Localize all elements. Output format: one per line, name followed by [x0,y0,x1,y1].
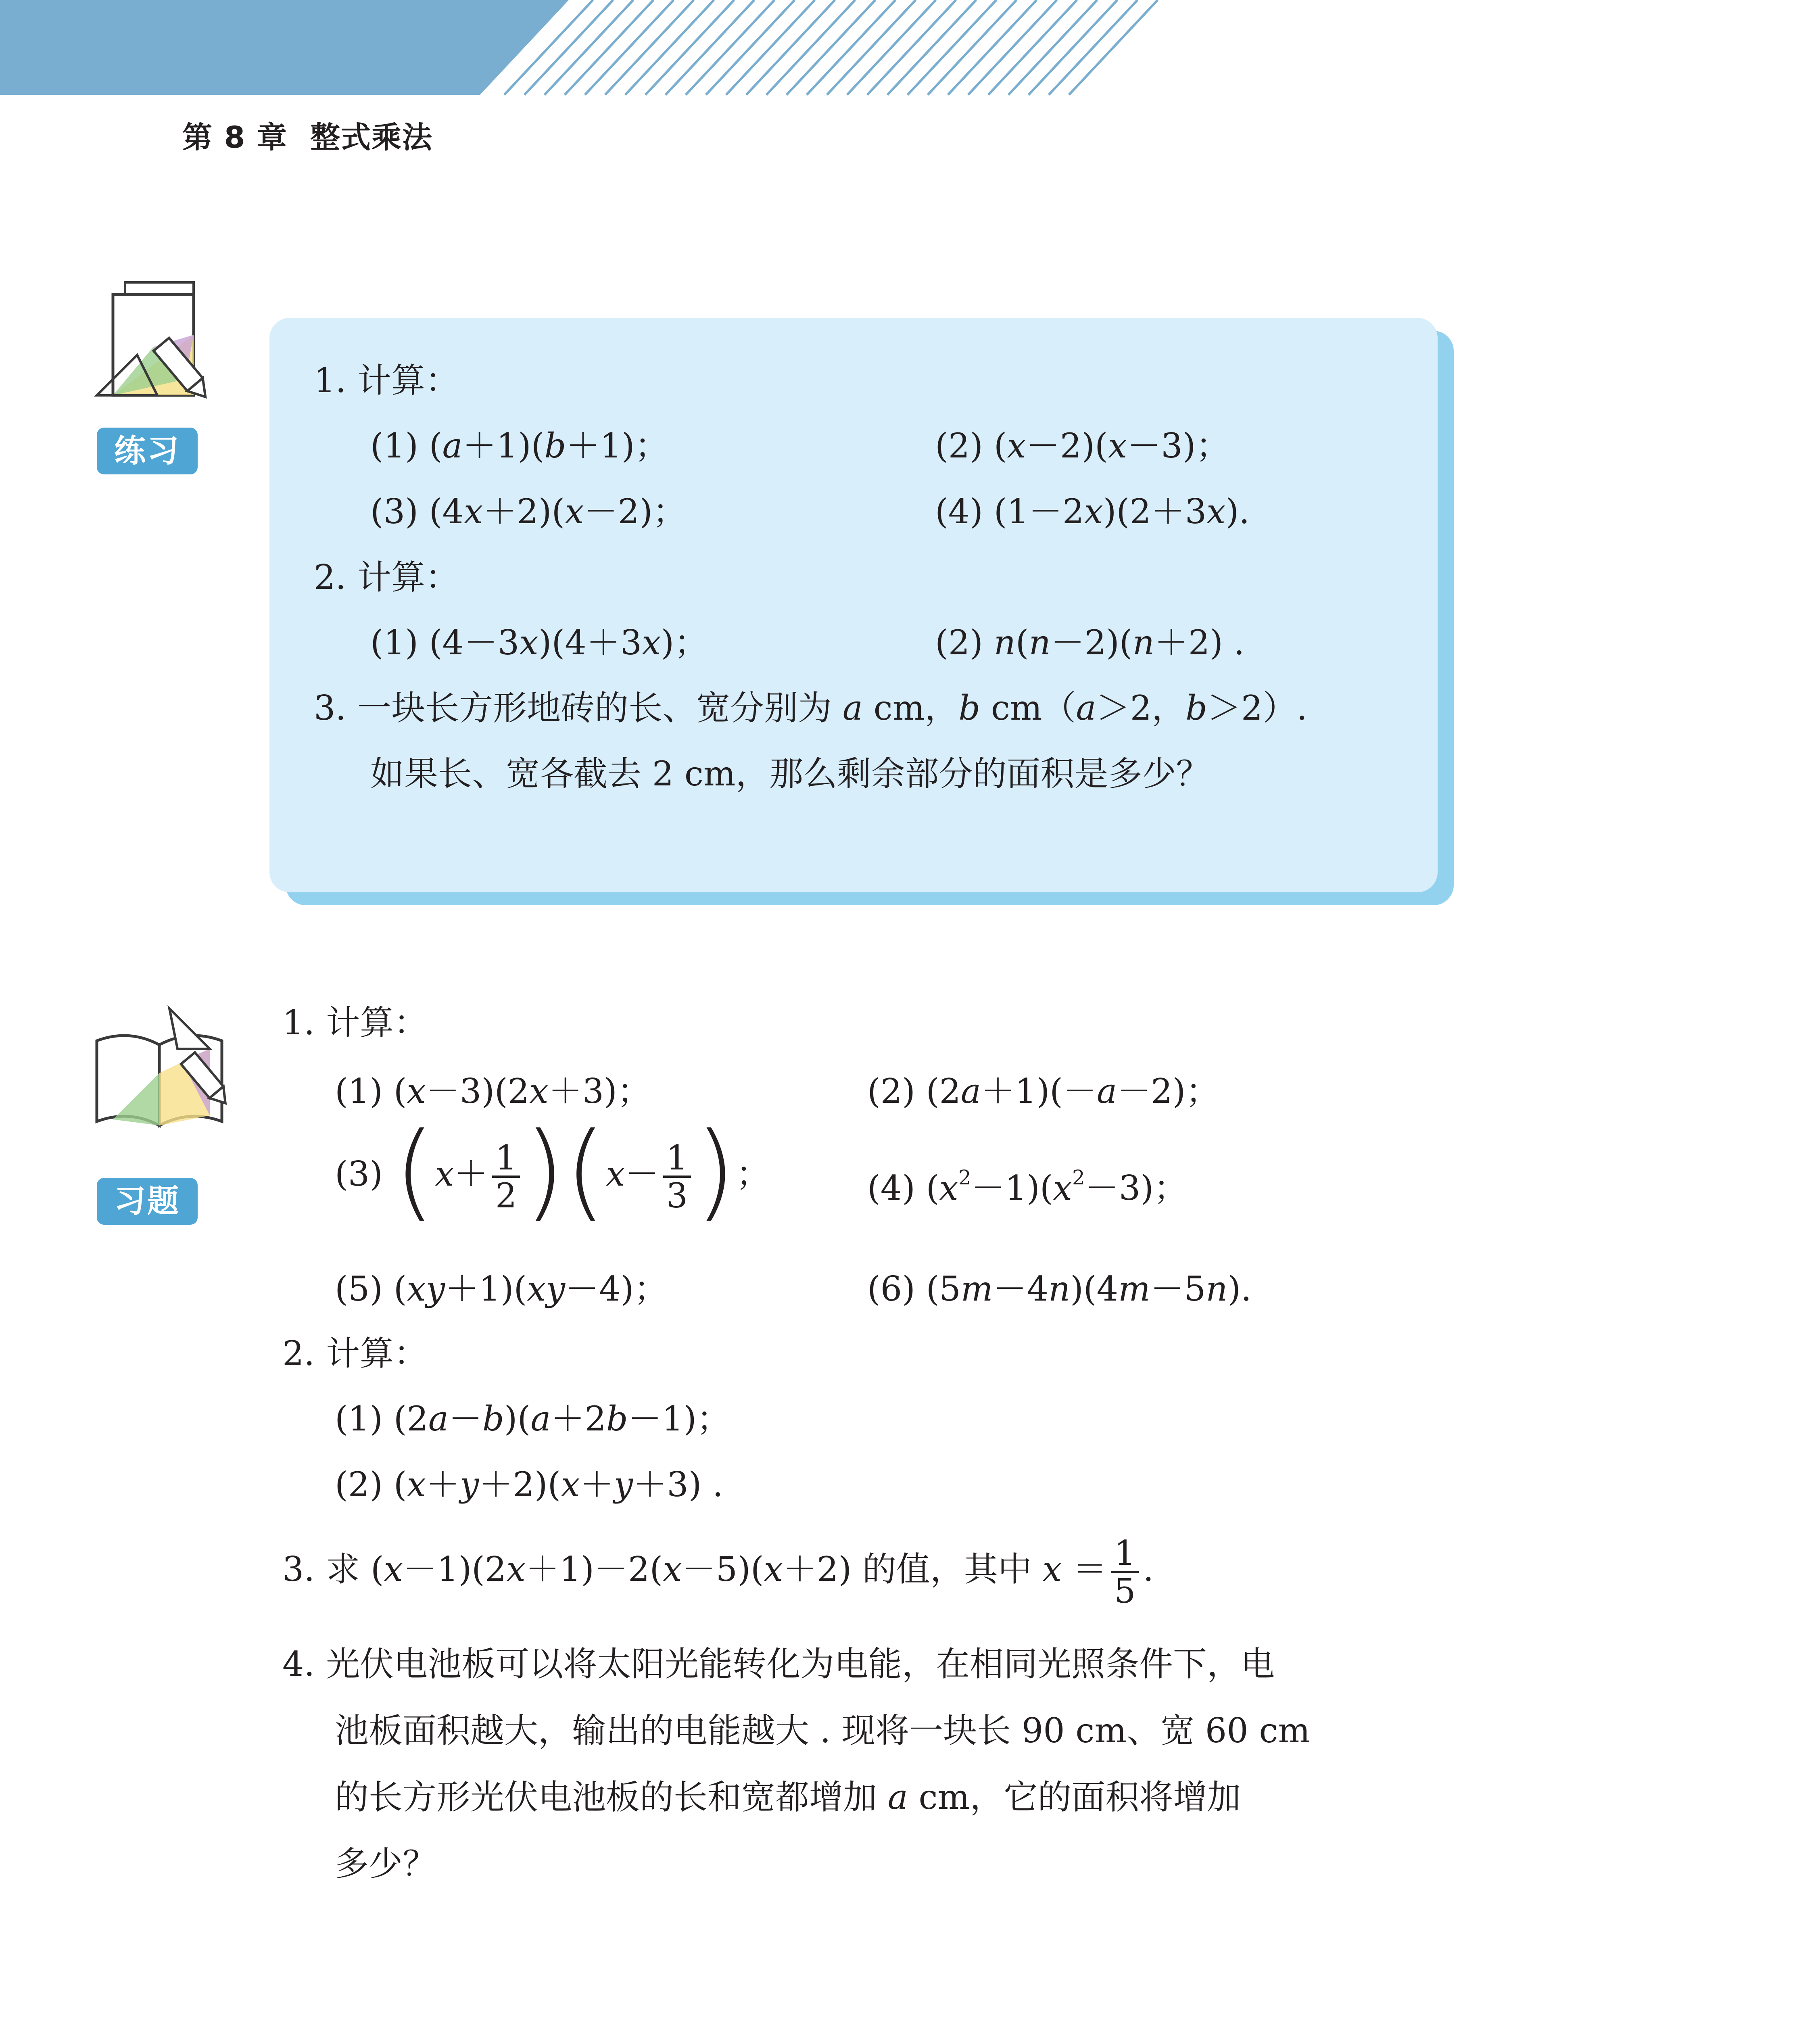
exercise-2-2: (2) (x＋y＋2)(x＋y＋3) . [335,1465,723,1504]
practice-2-2: (2) n(n－2)(n＋2) . [935,623,1245,662]
fraction-one-half: 1 2 [492,1140,520,1213]
exercise-1-3: (3) (x＋ 1 2 )(x－ 1 3 )； [335,1110,770,1232]
exercise-2-1: (1) (2a－b)(a＋2b－1)； [335,1399,731,1439]
exercise-4-line3: 的长方形光伏电池板的长和宽都增加 a cm，它的面积将增加 [335,1777,1241,1817]
practice-2-heading: 2. 计算： [314,557,459,597]
practice-pencil-icon [89,274,222,411]
exercise-3: 3. 求 (x－1)(2x＋1)－2(x－5)(x＋2) 的值，其中 x ＝ 1 5 . [282,1533,1154,1611]
practice-1-heading: 1. 计算： [314,361,459,400]
practice-1-3: (3) (4x＋2)(x－2)； [370,492,687,531]
exercise-1-1: (1) (x－3)(2x＋3)； [335,1071,651,1111]
exercise-1-heading: 1. 计算： [282,1003,428,1042]
exercise-1-4: (4) $(x^2-1)(x^2-3)$； [867,1166,1188,1208]
practice-1-2: (2) (x－2)(x－3)； [935,426,1230,466]
exercise-4-line4: 多少？ [335,1844,437,1883]
exercise-book-icon [89,1004,230,1142]
practice-box [269,318,1438,892]
practice-3-line1: 3. 一块长方形地砖的长、宽分别为 a cm，b cm（a＞2，b＞2）. [314,688,1308,728]
chapter-title: 整式乘法 [310,120,433,155]
exercise-tag: 习题 [97,1178,198,1225]
exercise-1-5: (5) (xy＋1)(xy－4)； [335,1269,668,1309]
fraction-one-fifth: 1 5 [1111,1535,1139,1609]
practice-1-4: (4) (1－2x)(2＋3x). [935,492,1250,531]
practice-1-1: (1) (a＋1)(b＋1)； [370,426,669,466]
exercise-1-2: (2) (2a＋1)(－a－2)； [867,1071,1220,1111]
exercise-4-line1: 4. 光伏电池板可以将太阳光能转化为电能，在相同光照条件下，电 [282,1644,1275,1684]
exercise-1-6: (6) (5m－4n)(4m－5n). [867,1269,1252,1309]
top-banner [0,0,1820,101]
exercise-2-heading: 2. 计算： [282,1334,428,1373]
fraction-one-third: 1 3 [663,1140,691,1213]
practice-tag: 练习 [97,428,198,474]
chapter-number: 第 8 章 [182,120,288,155]
practice-2-1: (1) (4－3x)(4＋3x)； [370,623,708,662]
practice-3-line2: 如果长、宽各截去 2 cm，那么剩余部分的面积是多少？ [370,754,1210,793]
exercise-4-line2: 池板面积越大，输出的电能越大 . 现将一块长 90 cm、宽 60 cm [335,1711,1311,1750]
chapter-header [182,114,433,157]
